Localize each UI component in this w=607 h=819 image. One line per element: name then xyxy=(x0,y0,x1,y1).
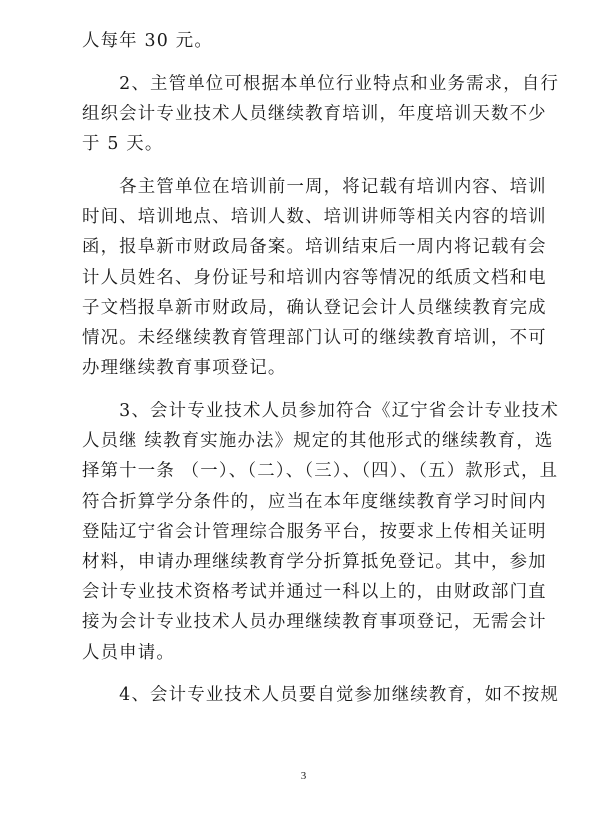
text-line: 登陆辽宁省会计管理综合服务平台，按要求上传相关证明 xyxy=(82,521,547,542)
text-line: 时间、培训地点、培训人数、培训讲师等相关内容的培训 xyxy=(82,207,547,228)
text-line: 组织会计专业技术人员继续教育培训，年度培训天数不少 xyxy=(82,104,547,124)
paragraph-5 xyxy=(82,680,560,710)
paragraph-2 xyxy=(82,69,560,160)
paragraph-1 xyxy=(82,26,525,56)
text-line: 情况。未经继续教育管理部门认可的继续教育培训，不可 xyxy=(82,328,547,349)
text-line: 子文档报阜新市财政局，确认登记会计人员继续教育完成 xyxy=(82,297,547,318)
text-line: 3、会计专业技术人员参加符合《辽宁省会计专业技术 xyxy=(82,401,560,422)
text-line: 人员继 续教育实施办法》规定的其他形式的继续教育，选 xyxy=(82,431,554,452)
text-line: 函，报阜新市财政局备案。培训结束后一周内将记载有会 xyxy=(82,237,547,258)
text-line: 接为会计专业技术人员办理继续教育事项登记，无需会计 xyxy=(82,612,547,633)
text-line: 计人员姓名、身份证号和培训内容等情况的纸质文档和电 xyxy=(82,267,547,288)
text-line: 办理继续教育事项登记。 xyxy=(82,358,287,379)
text-line: 各主管单位在培训前一周，将记载有培训内容、培训 xyxy=(82,177,547,197)
text-line: 会计专业技术资格考试并通过一科以上的，由财政部门直 xyxy=(82,582,547,603)
text-line: 2、主管单位可根据本单位行业特点和业务需求，自行 xyxy=(82,73,560,94)
text-line: 于 5 天。 xyxy=(82,134,164,155)
page-number: 3 xyxy=(300,770,307,782)
text-line: 材料，申请办理继续教育学分折算抵免登记。其中，参加 xyxy=(82,552,547,573)
paragraph-4 xyxy=(82,396,560,668)
text-line: 人员申请。 xyxy=(82,642,175,663)
text-line: 择第十一条 （一）、（二）、（三）、（四）、（五）款形式，且 xyxy=(82,461,559,482)
text-line: 符合折算学分条件的，应当在本年度继续教育学习时间内 xyxy=(82,491,547,512)
text-line: 4、会计专业技术人员要自觉参加继续教育，如不按规 xyxy=(82,685,560,706)
text-line: 人每年 30 元。 xyxy=(82,31,213,51)
paragraph-3 xyxy=(82,172,547,383)
